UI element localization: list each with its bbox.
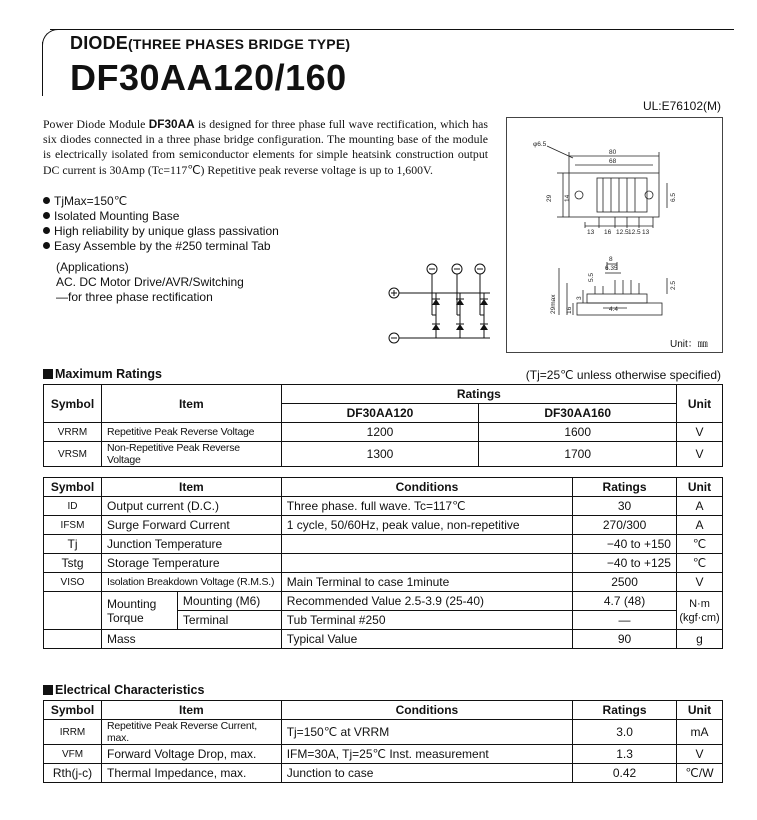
dim-6-5: 6.5 (670, 192, 677, 202)
outline-drawing (506, 117, 723, 353)
desc-post: is designed for three phase full wave rectification, which has six diodes connected in a three phase bridge configuration. The mounting base of the module is electrically isolated from semiconductor elements for simple heatsink construction output DC current is 30Amp (Tc=117℃) Repetitive peak reverse voltage is up to 1,600V. (43, 117, 488, 177)
header-conditions: Conditions (281, 701, 572, 720)
dim-5-5: 5.5 (588, 272, 595, 282)
table-row: Tstg Storage Temperature −40 to +125 ℃ (44, 554, 723, 573)
feature-item: High reliability by unique glass passivation (43, 224, 279, 239)
table-row: ID Output current (D.C.) Three phase. full wave. Tc=117℃ 30 A (44, 497, 723, 516)
dim-29max: 29max (550, 294, 557, 314)
dim-bottom: 13 (587, 229, 595, 236)
bullet-icon (43, 242, 50, 249)
table-row: IFSM Surge Forward Current 1 cycle, 50/60Hz, peak value, non-repetitive 270/300 A (44, 516, 723, 535)
header-symbol: Symbol (44, 478, 102, 497)
diode-icon (456, 324, 464, 330)
section-square-icon (43, 369, 53, 379)
feature-list (43, 194, 279, 254)
header-ratings: Ratings (573, 478, 677, 497)
diode-icon (432, 324, 440, 330)
header-item: Item (101, 701, 281, 720)
part-number: DF30AA120/160 (70, 57, 347, 98)
product-type-title (70, 33, 350, 54)
bullet-icon (43, 212, 50, 219)
dim-8: 8 (609, 256, 613, 263)
table-row: Tj Junction Temperature −40 to +150 ℃ (44, 535, 723, 554)
feature-item: TjMax=150℃ (43, 194, 279, 209)
applications (56, 260, 244, 305)
max-ratings-table (43, 384, 723, 467)
bullet-icon (43, 227, 50, 234)
dim-bottom: 12.5 (616, 229, 629, 236)
dim-bottom: 12.5 (628, 229, 641, 236)
unit-label: Unit：㎜ (670, 339, 708, 350)
table-row: Terminal Tub Terminal #250 — (44, 611, 723, 630)
header-conditions: Conditions (281, 478, 572, 497)
electrical-table (43, 700, 723, 783)
ratings-table (43, 477, 723, 649)
dim-2-5: 2.5 (670, 280, 677, 290)
table-row: IRRM Repetitive Peak Reverse Current, max. Tj=150℃ at VRRM 3.0 mA (44, 720, 723, 745)
type-paren: (THREE PHASES BRIDGE TYPE) (128, 36, 351, 52)
diode-icon (480, 299, 488, 305)
electrical-title: Electrical Characteristics (43, 683, 204, 697)
table-row: Mass Typical Value 90 g (44, 630, 723, 649)
dim-80: 80 (609, 149, 617, 156)
feature-item: Easy Assemble by the #250 terminal Tab (43, 239, 279, 254)
dim-4-4: 4.4 (609, 306, 619, 313)
applications-title: (Applications) (56, 260, 129, 274)
header-item: Item (101, 385, 281, 423)
feature-item: Isolated Mounting Base (43, 209, 279, 224)
conditions-note: (Tj=25℃ unless otherwise specified) (525, 368, 721, 382)
dim-bottom: 13 (642, 229, 650, 236)
header-model-120: DF30AA120 (281, 404, 479, 423)
header-frame-curve (42, 29, 59, 46)
header-ratings: Ratings (281, 385, 676, 404)
ul-number: UL:E76102(M) (642, 99, 721, 113)
module-side-view (577, 303, 662, 315)
dim-29: 29 (546, 194, 553, 202)
header-symbol: Symbol (44, 701, 102, 720)
header-model-160: DF30AA160 (479, 404, 677, 423)
table-row: Mounting Torque Mounting (M6) Recommended Value 2.5-3.9 (25-40) 4.7 (48) N·m (kgf·cm) (44, 592, 723, 611)
product-description (43, 117, 488, 178)
mounting-hole-icon (645, 191, 653, 199)
dim-14: 14 (564, 194, 571, 202)
diode-icon (480, 324, 488, 330)
header-unit: Unit (677, 385, 723, 423)
dim-68: 68 (609, 158, 617, 165)
module-top-view (569, 173, 659, 217)
desc-pre: Power Diode Module (43, 117, 149, 131)
header-unit: Unit (676, 478, 722, 497)
table-row: VRSM Non-Repetitive Peak Reverse Voltage 1300 1700 V (44, 442, 723, 467)
desc-bold: DF30AA (148, 117, 195, 131)
header-frame-top (50, 29, 734, 30)
diode-icon (432, 299, 440, 305)
max-ratings-title: Maximum Ratings (43, 367, 162, 381)
header-item: Item (101, 478, 281, 497)
table-row: VISO Isolation Breakdown Voltage (R.M.S.) Main Terminal to case 1minute 2500 V (44, 573, 723, 592)
dim-16: 16 (566, 306, 573, 314)
header-symbol: Symbol (44, 385, 102, 423)
table-row: VFM Forward Voltage Drop, max. IFM=30A, Tj=25℃ Inst. measurement 1.3 V (44, 745, 723, 764)
header-unit: Unit (676, 701, 722, 720)
applications-line: —for three phase rectification (56, 290, 213, 304)
circuit-diagram (380, 258, 500, 348)
section-square-icon (43, 685, 53, 695)
dim-hole: φ6.5 (533, 141, 547, 148)
dim-6-35: 6.35 (605, 265, 618, 272)
outline-drawing-svg (507, 118, 722, 352)
mounting-hole-icon (575, 191, 583, 199)
type-main: DIODE (70, 33, 129, 53)
table-row: Rth(j-c) Thermal Impedance, max. Junction to case 0.42 ℃/W (44, 764, 723, 783)
table-row: VRRM Repetitive Peak Reverse Voltage 1200 1600 V (44, 423, 723, 442)
dim-3: 3 (576, 296, 583, 300)
header-ratings: Ratings (573, 701, 677, 720)
bullet-icon (43, 197, 50, 204)
dim-bottom: 16 (604, 229, 612, 236)
applications-line: AC. DC Motor Drive/AVR/Switching (56, 275, 244, 289)
header-frame-left (42, 42, 43, 96)
